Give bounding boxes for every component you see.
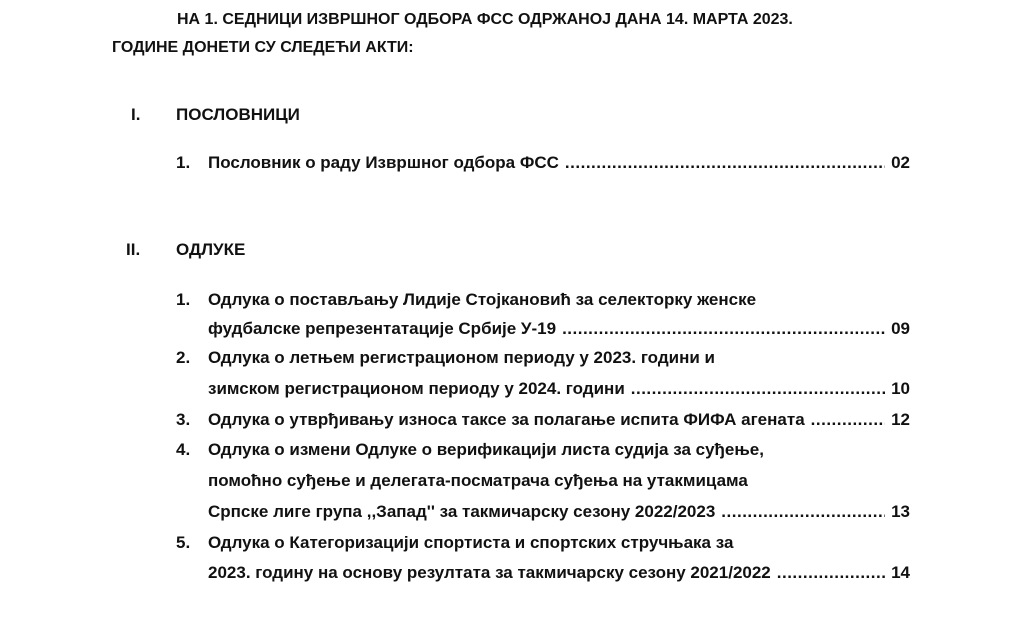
toc-entry[interactable] xyxy=(208,410,910,430)
entry-text: зимском регистрационом периоду у 2024. години xyxy=(208,379,625,398)
item-number: 3. xyxy=(176,410,191,429)
item-number: 1. xyxy=(176,290,191,309)
entry-text: Одлука о утврђивању износа таксе за полагање испита ФИФА агената xyxy=(208,410,805,429)
page-number: 12 xyxy=(891,410,910,429)
section-numeral: I. xyxy=(131,105,141,124)
dot-leader xyxy=(562,319,885,339)
item-number: 4. xyxy=(176,440,191,459)
item-number: 1. xyxy=(176,153,191,172)
header-line-1: НА 1. СЕДНИЦИ ИЗВРШНОГ ОДБОРА ФСС ОДРЖАНОЈ ДАНА 14. МАРТА 2023. xyxy=(177,11,793,28)
toc-entry[interactable] xyxy=(208,379,910,399)
header-line-2: ГОДИНЕ ДОНЕТИ СУ СЛЕДЕЋИ АКТИ: xyxy=(112,39,414,56)
toc-entry[interactable] xyxy=(208,319,910,339)
section-numeral: II. xyxy=(126,240,141,259)
toc-entry[interactable] xyxy=(208,563,910,583)
toc-entry[interactable] xyxy=(208,502,910,522)
dot-leader xyxy=(631,379,885,399)
page-number: 10 xyxy=(891,379,910,398)
section-title: ОДЛУКЕ xyxy=(176,240,246,259)
entry-text: Српске лиге група ,,Запад'' за такмичарску сезону 2022/2023 xyxy=(208,502,716,521)
dot-leader xyxy=(811,410,885,430)
toc-entry[interactable] xyxy=(208,153,910,173)
entry-text: Одлука о летњем регистрационом периоду у 2023. години и xyxy=(208,348,715,367)
dot-leader xyxy=(565,153,885,173)
page-number: 02 xyxy=(891,153,910,172)
page-number: 09 xyxy=(891,319,910,338)
page-number: 13 xyxy=(891,502,910,521)
item-number: 2. xyxy=(176,348,191,367)
dot-leader xyxy=(721,502,885,522)
item-number: 5. xyxy=(176,533,191,552)
entry-text: Одлука о постављању Лидије Стојкановић за селекторку женске xyxy=(208,290,757,309)
entry-text: Одлука о Категоризацији спортиста и спортских стручњака за xyxy=(208,533,734,552)
entry-text: Пословник о раду Извршног одбора ФСС xyxy=(208,153,559,172)
entry-text: 2023. годину на основу резултата за такмичарску сезону 2021/2022 xyxy=(208,563,771,582)
section-title: ПОСЛОВНИЦИ xyxy=(176,105,300,124)
entry-text: фудбалске репрезентатације Србије У-19 xyxy=(208,319,557,338)
page-number: 14 xyxy=(891,563,910,582)
dot-leader xyxy=(777,563,885,583)
entry-text: Одлука о измени Одлуке о верификацији листа судија за суђење, xyxy=(208,440,764,459)
entry-text: помоћно суђење и делегата-посматрача суђења на утакмицама xyxy=(208,471,748,490)
